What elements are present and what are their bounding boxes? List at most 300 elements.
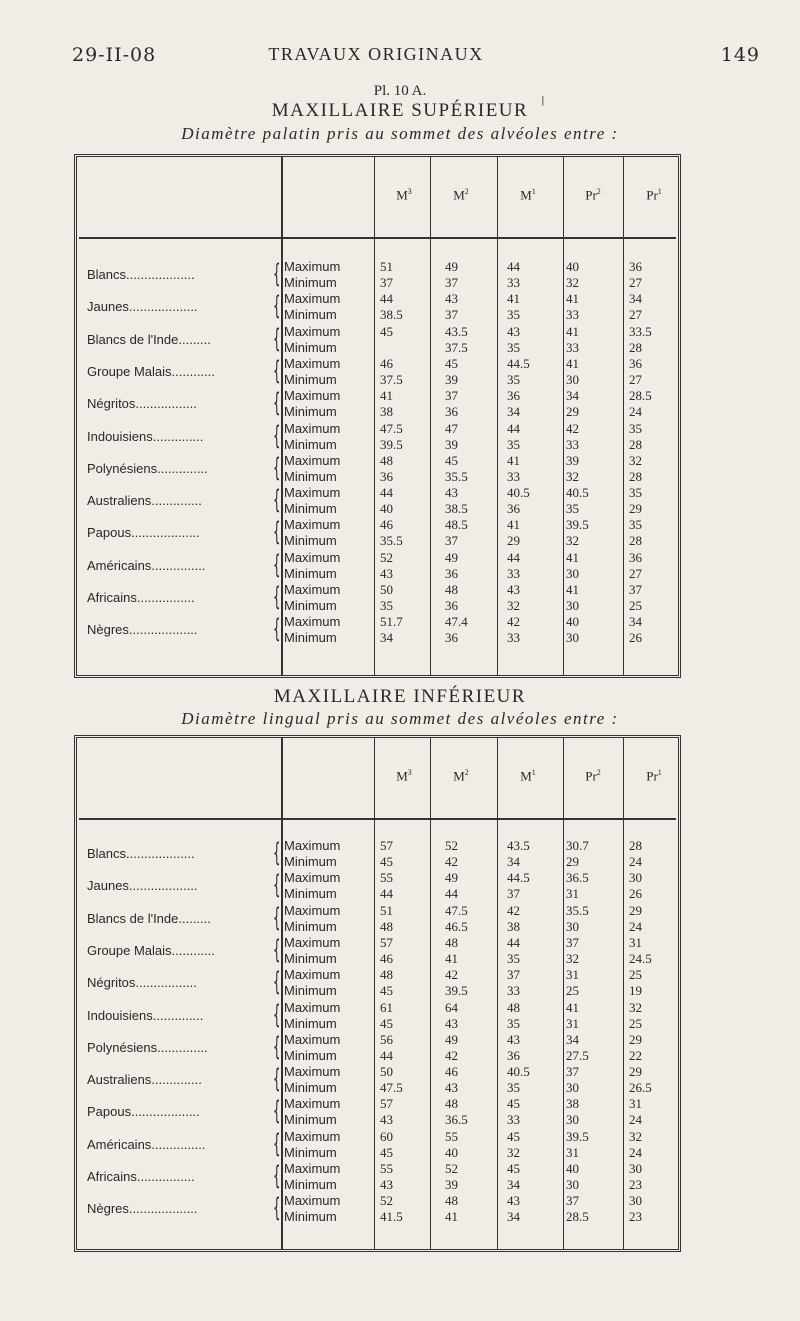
table-cell: 60 xyxy=(380,1128,393,1144)
table-cell: 45 xyxy=(507,1128,520,1144)
group-name: Nègres................... xyxy=(87,622,198,638)
minimum-label: Minimum xyxy=(284,1015,337,1031)
table-cell: 41 xyxy=(380,388,393,404)
column-header: Pr$^1$ xyxy=(646,187,662,203)
maximum-label: Maximum xyxy=(284,902,341,918)
table-cell: 43 xyxy=(507,1031,520,1047)
plate-label: Pl. 10 A. xyxy=(373,83,427,99)
table-cell: 29 xyxy=(629,501,642,517)
table-cell: 32 xyxy=(566,468,579,484)
table-cell: 19 xyxy=(629,983,642,999)
table-cell: 45 xyxy=(445,355,458,371)
group-name: Papous................... xyxy=(87,1104,200,1120)
table-cell: 36 xyxy=(445,565,458,581)
table-cell: 38.5 xyxy=(445,501,468,517)
table-cell: 37 xyxy=(566,934,579,950)
table-cell: 48 xyxy=(445,1193,458,1209)
group-name: Blancs de l'Inde......... xyxy=(87,910,211,926)
maximum-label: Maximum xyxy=(284,485,341,501)
table-cell: 34 xyxy=(629,614,642,630)
table-cell: 48 xyxy=(445,1096,458,1112)
table-cell: 34 xyxy=(507,1209,520,1225)
table-cell: 47 xyxy=(445,420,458,436)
table-cell: 40.5 xyxy=(507,485,530,501)
column-header: Pr$^1$ xyxy=(646,768,662,784)
group-name: Négritos................. xyxy=(87,396,197,412)
table-cell: 44 xyxy=(507,934,520,950)
page-header xyxy=(72,44,760,70)
table-cell: 34 xyxy=(380,630,393,646)
table-cell: 41 xyxy=(566,999,579,1015)
table-cell: 61 xyxy=(380,999,393,1015)
table-cell: 28 xyxy=(629,468,642,484)
group-name: Africains................ xyxy=(87,590,195,605)
minimum-label: Minimum xyxy=(284,275,337,290)
table-cell: 25 xyxy=(629,598,642,613)
table-cell: 31 xyxy=(629,1096,642,1112)
table-cell: 29 xyxy=(566,404,579,420)
table-cell: 64 xyxy=(445,999,458,1015)
table-cell: 57 xyxy=(380,934,393,950)
maximum-label: Maximum xyxy=(284,517,341,533)
table-cell: 41 xyxy=(445,950,458,966)
table-cell: 33 xyxy=(566,339,579,355)
table-cell: 24.5 xyxy=(629,950,652,966)
minimum-label: Minimum xyxy=(284,1209,337,1225)
table-cell: 36 xyxy=(507,1047,520,1063)
table-cell: 48 xyxy=(380,918,393,934)
table-cell: 41.5 xyxy=(380,1209,403,1225)
table-cell: 34 xyxy=(507,854,520,869)
table-row xyxy=(77,356,678,388)
upper-title: MAXILLAIRE SUPÉRIEUR xyxy=(271,100,529,121)
maximum-label: Maximum xyxy=(284,1096,341,1112)
table-cell: 37 xyxy=(566,1064,579,1080)
group-name: Américains............... xyxy=(87,557,206,573)
table-cell: 35.5 xyxy=(380,533,403,549)
group-name: Nègres................... xyxy=(87,1201,198,1217)
table-cell: 34 xyxy=(566,388,579,404)
table-cell: 26.5 xyxy=(629,1080,652,1096)
table-cell: 50 xyxy=(380,582,393,597)
minimum-label: Minimum xyxy=(284,983,337,999)
table-cell: 38.5 xyxy=(380,307,403,323)
brace-icon: { xyxy=(273,870,281,901)
group-name: Jaunes................... xyxy=(87,299,198,315)
table-cell: 35 xyxy=(507,950,520,966)
table-row xyxy=(77,550,678,582)
table-cell: 24 xyxy=(629,854,642,869)
table-cell: 31 xyxy=(566,886,579,902)
header-date: 29-II-08 xyxy=(72,44,157,66)
table-cell: 28 xyxy=(629,339,642,355)
group-name: Groupe Malais............ xyxy=(87,363,215,379)
brace-icon: { xyxy=(273,1161,281,1191)
table-cell: 29 xyxy=(629,902,642,918)
table-cell: 41 xyxy=(566,582,579,597)
table-cell: 36 xyxy=(445,404,458,420)
brace-icon: { xyxy=(273,582,281,612)
brace-icon: { xyxy=(273,934,281,965)
table-cell: 51 xyxy=(380,259,393,274)
minimum-label: Minimum xyxy=(284,886,337,902)
brace-icon: { xyxy=(273,1128,281,1159)
table-row xyxy=(77,614,678,646)
table-cell: 40.5 xyxy=(566,485,589,501)
table-cell: 36 xyxy=(380,468,393,484)
minimum-label: Minimum xyxy=(284,501,337,517)
table-cell: 51.7 xyxy=(380,614,403,630)
table-cell: 23 xyxy=(629,1209,642,1225)
table-cell: 37 xyxy=(445,388,458,404)
table-row xyxy=(77,1193,678,1225)
minimum-label: Minimum xyxy=(284,468,337,484)
table-cell: 51 xyxy=(380,902,393,918)
table-cell: 35 xyxy=(507,1080,520,1096)
table-cell: 39.5 xyxy=(380,436,403,452)
table-cell: 45 xyxy=(380,983,393,999)
table-cell: 27 xyxy=(629,275,642,290)
table-cell: 46 xyxy=(380,355,393,371)
table-cell: 40 xyxy=(566,614,579,630)
table-cell: 40 xyxy=(445,1144,458,1160)
table-cell: 35 xyxy=(629,485,642,501)
table-cell: 43 xyxy=(445,291,458,307)
table-cell: 49 xyxy=(445,870,458,886)
table-cell: 46.5 xyxy=(445,918,468,934)
brace-icon: { xyxy=(273,902,281,933)
maximum-label: Maximum xyxy=(284,999,341,1015)
table-cell: 38 xyxy=(380,404,393,420)
table-cell: 35 xyxy=(629,517,642,533)
table-cell: 41 xyxy=(507,291,520,307)
table-cell: 33 xyxy=(507,565,520,581)
table-cell: 41 xyxy=(507,452,520,468)
table-row xyxy=(77,967,678,999)
table-cell: 55 xyxy=(445,1128,458,1144)
table-cell: 32 xyxy=(629,999,642,1015)
maximum-label: Maximum xyxy=(284,291,341,307)
table-cell: 33 xyxy=(566,436,579,452)
minimum-label: Minimum xyxy=(284,630,337,646)
brace-icon: { xyxy=(273,999,281,1030)
group-name: Papous................... xyxy=(87,525,200,541)
table-row xyxy=(77,291,678,323)
table-cell: 26 xyxy=(629,886,642,902)
table-cell: 35 xyxy=(507,307,520,323)
table-cell: 35.5 xyxy=(445,468,468,484)
table-cell: 35 xyxy=(380,598,393,613)
table-cell: 44.5 xyxy=(507,355,530,371)
table-cell: 24 xyxy=(629,918,642,934)
table-cell: 35 xyxy=(629,420,642,436)
table-cell: 47.4 xyxy=(445,614,468,630)
table-cell: 32 xyxy=(629,452,642,468)
table-row xyxy=(77,870,678,902)
table-cell: 33 xyxy=(507,468,520,484)
table-cell: 48 xyxy=(380,967,393,983)
table-cell: 43 xyxy=(380,565,393,581)
table-cell: 28 xyxy=(629,436,642,452)
table-cell: 30.7 xyxy=(566,838,589,853)
table-cell: 36 xyxy=(445,598,458,613)
table-cell: 52 xyxy=(380,1193,393,1209)
table-cell: 45 xyxy=(507,1161,520,1176)
table-cell: 33 xyxy=(507,275,520,290)
header-rule xyxy=(79,237,676,239)
table-row xyxy=(77,935,678,967)
maximum-label: Maximum xyxy=(284,323,341,339)
column-header: $M^1$ xyxy=(520,768,536,784)
table-cell: 31 xyxy=(566,1144,579,1160)
table-row xyxy=(77,259,678,291)
brace-icon: { xyxy=(273,259,281,289)
table-cell: 30 xyxy=(566,918,579,934)
table-cell: 37 xyxy=(629,582,642,597)
table-cell: 44 xyxy=(445,886,458,902)
table-cell: 43 xyxy=(507,323,520,339)
lower-subtitle: Diamètre lingual pris au sommet des alvéoles entre : xyxy=(181,709,619,728)
table-cell: 28.5 xyxy=(629,388,652,404)
group-name: Australiens.............. xyxy=(87,1072,202,1088)
table-cell: 26 xyxy=(629,630,642,646)
maximum-label: Maximum xyxy=(284,388,341,404)
table-cell: 32 xyxy=(507,598,520,613)
table-row xyxy=(77,1064,678,1096)
table-row xyxy=(77,421,678,453)
table-cell: 41 xyxy=(566,355,579,371)
table-cell: 32 xyxy=(566,533,579,549)
table-cell: 37.5 xyxy=(445,339,468,355)
table-cell: 23 xyxy=(629,1177,642,1192)
minimum-label: Minimum xyxy=(284,404,337,420)
table-cell: 38 xyxy=(566,1096,579,1112)
minimum-label: Minimum xyxy=(284,950,337,966)
table-cell: 38 xyxy=(507,918,520,934)
maximum-label: Maximum xyxy=(284,420,341,436)
maximum-label: Maximum xyxy=(284,870,341,886)
table-cell: 39 xyxy=(445,1177,458,1192)
maximum-label: Maximum xyxy=(284,452,341,468)
column-header: $M^3$ xyxy=(396,187,412,203)
table-cell: 52 xyxy=(380,549,393,565)
table-cell: 45 xyxy=(380,854,393,869)
group-name: Négritos................. xyxy=(87,975,197,991)
running-title: TRAVAUX ORIGINAUX xyxy=(268,44,484,64)
maximum-label: Maximum xyxy=(284,614,341,630)
table-cell: 57 xyxy=(380,1096,393,1112)
table-cell: 52 xyxy=(445,1161,458,1176)
table-cell: 31 xyxy=(566,967,579,983)
table-cell: 42 xyxy=(445,1047,458,1063)
table-cell: 33 xyxy=(507,983,520,999)
table-cell: 42 xyxy=(507,902,520,918)
table-cell: 44 xyxy=(507,420,520,436)
table-cell: 35.5 xyxy=(566,902,589,918)
table-cell: 44 xyxy=(380,1047,393,1063)
header-rule xyxy=(79,818,676,820)
table-cell: 43 xyxy=(507,582,520,597)
brace-icon: { xyxy=(273,967,281,998)
table-cell: 34 xyxy=(566,1031,579,1047)
table-cell: 43 xyxy=(445,1080,458,1096)
column-header: $M^2$ xyxy=(453,768,469,784)
table-cell: 57 xyxy=(380,838,393,853)
table-cell: 35 xyxy=(507,371,520,387)
table-cell: 44 xyxy=(380,291,393,307)
table-cell: 49 xyxy=(445,259,458,274)
maximum-label: Maximum xyxy=(284,549,341,565)
maximum-label: Maximum xyxy=(284,582,341,597)
group-name: Groupe Malais............ xyxy=(87,942,215,958)
table-cell: 30 xyxy=(566,1177,579,1192)
table-cell: 37 xyxy=(507,967,520,983)
brace-icon: { xyxy=(273,420,281,451)
group-name: Jaunes................... xyxy=(87,878,198,894)
table-cell: 37 xyxy=(566,1193,579,1209)
table-cell: 40 xyxy=(380,501,393,517)
table-cell: 55 xyxy=(380,1161,393,1176)
brace-icon: { xyxy=(273,517,281,548)
table-cell: 28 xyxy=(629,838,642,853)
brace-icon: { xyxy=(273,452,281,483)
table-cell: 31 xyxy=(629,934,642,950)
group-name: Africains................ xyxy=(87,1169,195,1184)
table-cell: 35 xyxy=(507,436,520,452)
table-cell: 44.5 xyxy=(507,870,530,886)
table-cell: 30 xyxy=(629,1193,642,1209)
lower-table xyxy=(74,735,681,1252)
brace-icon: { xyxy=(273,838,281,868)
table-cell: 32 xyxy=(629,1128,642,1144)
table-cell: 41 xyxy=(445,1209,458,1225)
table-cell: 43.5 xyxy=(507,838,530,853)
maximum-label: Maximum xyxy=(284,355,341,371)
table-cell: 30 xyxy=(629,870,642,886)
minimum-label: Minimum xyxy=(284,854,337,869)
table-cell: 42 xyxy=(507,614,520,630)
table-cell: 36 xyxy=(445,630,458,646)
table-cell: 35 xyxy=(507,339,520,355)
table-cell: 55 xyxy=(380,870,393,886)
table-cell: 30 xyxy=(566,565,579,581)
table-cell: 45 xyxy=(380,323,393,339)
group-name: Américains............... xyxy=(87,1136,206,1152)
minimum-label: Minimum xyxy=(284,918,337,934)
upper-table xyxy=(74,154,681,678)
maximum-label: Maximum xyxy=(284,1193,341,1209)
table-cell: 48 xyxy=(445,582,458,597)
table-cell: 41 xyxy=(507,517,520,533)
table-cell: 29 xyxy=(629,1031,642,1047)
table-cell: 25 xyxy=(566,983,579,999)
table-cell: 35 xyxy=(566,501,579,517)
table-cell: 28.5 xyxy=(566,1209,589,1225)
table-cell: 33 xyxy=(507,630,520,646)
maximum-label: Maximum xyxy=(284,934,341,950)
brace-icon: { xyxy=(273,1031,281,1062)
brace-icon: { xyxy=(273,614,281,645)
group-name: Australiens.............. xyxy=(87,493,202,509)
table-cell: 36 xyxy=(629,549,642,565)
table-row xyxy=(77,838,678,870)
table-cell: 43 xyxy=(445,1015,458,1031)
column-header: $M^3$ xyxy=(396,768,412,784)
table-cell: 41 xyxy=(566,549,579,565)
group-name: Polynésiens.............. xyxy=(87,1039,208,1055)
table-cell: 56 xyxy=(380,1031,393,1047)
table-cell: 24 xyxy=(629,1112,642,1128)
table-cell: 36.5 xyxy=(445,1112,468,1128)
table-cell: 34 xyxy=(507,404,520,420)
table-cell: 29 xyxy=(629,1064,642,1080)
table-cell: 40.5 xyxy=(507,1064,530,1080)
table-cell: 43 xyxy=(507,1193,520,1209)
table-cell: 45 xyxy=(445,452,458,468)
brace-icon: { xyxy=(273,1096,281,1127)
table-cell: 37 xyxy=(445,275,458,290)
table-cell: 32 xyxy=(566,950,579,966)
table-row xyxy=(77,582,678,614)
table-row xyxy=(77,485,678,517)
group-name: Blancs................... xyxy=(87,267,195,282)
table-cell: 32 xyxy=(507,1144,520,1160)
table-cell: 27 xyxy=(629,307,642,323)
table-cell: 30 xyxy=(566,371,579,387)
minimum-label: Minimum xyxy=(284,1144,337,1160)
table-cell: 33 xyxy=(566,307,579,323)
column-header: Pr$^2$ xyxy=(585,768,601,784)
table-cell: 35 xyxy=(507,1015,520,1031)
table-cell: 40 xyxy=(566,1161,579,1176)
table-cell: 40 xyxy=(566,259,579,274)
table-cell: 43 xyxy=(445,485,458,501)
table-cell: 30 xyxy=(566,1080,579,1096)
table-cell: 48 xyxy=(380,452,393,468)
table-cell: 39 xyxy=(445,371,458,387)
brace-icon: { xyxy=(273,485,281,516)
lower-title: MAXILLAIRE INFÉRIEUR xyxy=(273,686,527,707)
maximum-label: Maximum xyxy=(284,1031,341,1047)
maximum-label: Maximum xyxy=(284,1161,341,1176)
column-header: Pr$^2$ xyxy=(585,187,601,203)
table-cell: 22 xyxy=(629,1047,642,1063)
table-cell: 47.5 xyxy=(380,1080,403,1096)
table-cell: 43 xyxy=(380,1112,393,1128)
table-cell: 30 xyxy=(566,630,579,646)
table-row xyxy=(77,903,678,935)
minimum-label: Minimum xyxy=(284,1047,337,1063)
maximum-label: Maximum xyxy=(284,1064,341,1080)
table-cell: 27.5 xyxy=(566,1047,589,1063)
table-cell: 31 xyxy=(566,1015,579,1031)
table-cell: 46 xyxy=(380,517,393,533)
table-row xyxy=(77,388,678,420)
group-name: Indouisiens.............. xyxy=(87,428,204,444)
table-row xyxy=(77,324,678,356)
table-cell: 49 xyxy=(445,1031,458,1047)
page-number: 149 xyxy=(720,44,760,66)
table-cell: 30 xyxy=(629,1161,642,1176)
table-row xyxy=(77,1161,678,1193)
table-cell: 46 xyxy=(380,950,393,966)
table-cell: 37 xyxy=(507,886,520,902)
table-cell: 42 xyxy=(445,854,458,869)
table-cell: 34 xyxy=(507,1177,520,1192)
table-cell: 24 xyxy=(629,1144,642,1160)
table-cell: 25 xyxy=(629,1015,642,1031)
maximum-label: Maximum xyxy=(284,838,341,853)
